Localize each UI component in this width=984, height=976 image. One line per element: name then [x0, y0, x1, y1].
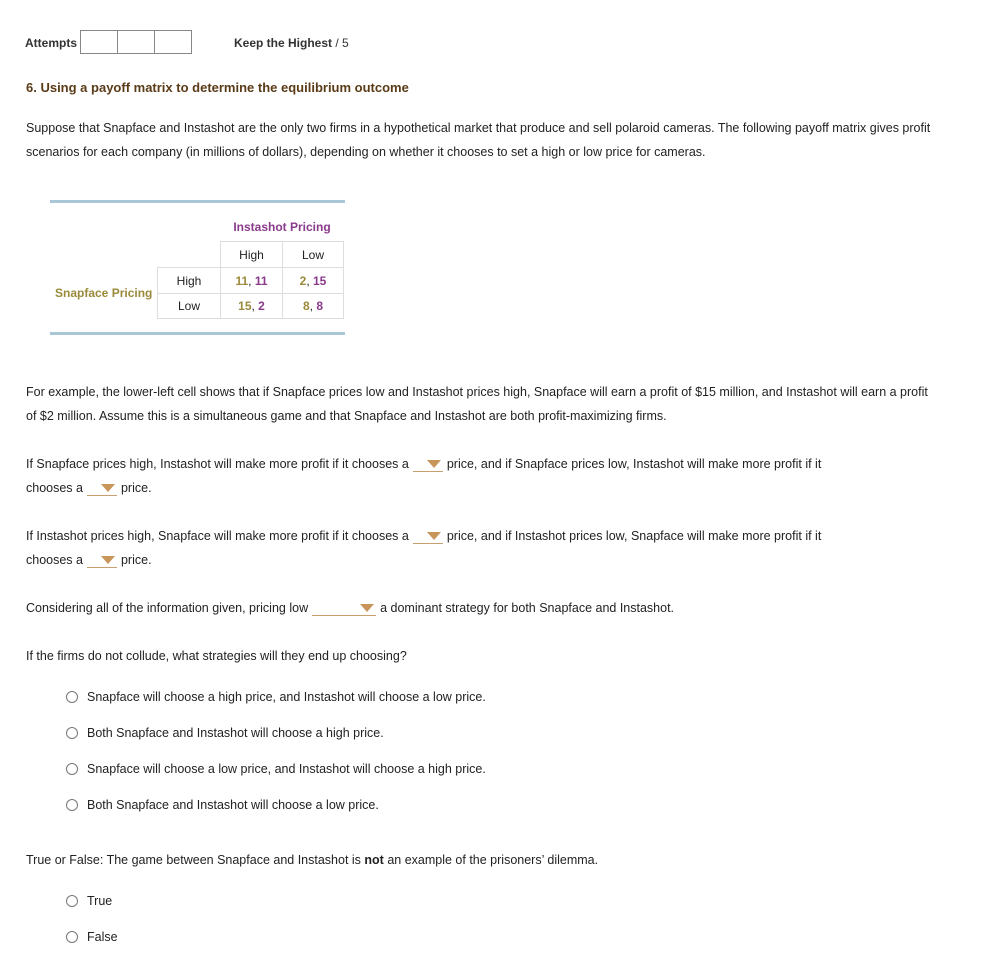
q5-option-false[interactable]: False: [66, 930, 118, 944]
radio-button[interactable]: [66, 727, 78, 739]
payoff-cell-low-high: 15 , 2: [220, 293, 283, 319]
col-player-label: Instashot Pricing: [233, 220, 331, 234]
q2-dropdown-1[interactable]: [413, 529, 443, 544]
q2-text: If Instashot prices high, Snapface will make more profit if it chooses a price, and if Instashot prices low, Snapface will make more profit if it chooses a price.: [26, 529, 822, 567]
radio-button[interactable]: [66, 799, 78, 811]
question-title: 6. Using a payoff matrix to determine the equilibrium outcome: [26, 80, 409, 95]
attempt-box: [117, 30, 155, 54]
payoff-cell-high-high: 11 , 11: [220, 267, 283, 294]
q2-dropdown-2[interactable]: [87, 553, 117, 568]
q4-option-1[interactable]: Snapface will choose a high price, and Instashot will choose a low price.: [66, 690, 486, 704]
chevron-down-icon: [101, 556, 115, 564]
payoff-cell-high-low: 2 , 15: [282, 267, 344, 294]
attempts-label: Attempts: [25, 36, 78, 50]
payoff-cell-low-low: 8 , 8: [282, 293, 344, 319]
q1-dropdown-2[interactable]: [87, 481, 117, 496]
q1-text: If Snapface prices high, Instashot will make more profit if it chooses a price, and if Snapface prices low, Instashot will make more profit if it chooses a price.: [26, 457, 822, 495]
row-label-high: High: [157, 267, 221, 294]
q4-option-2[interactable]: Both Snapface and Instashot will choose a high price.: [66, 726, 384, 740]
chevron-down-icon: [360, 604, 374, 612]
row-player-label: Snapface Pricing: [55, 286, 153, 300]
q5-prompt: True or False: The game between Snapface and Instashot is not an example of the prisoners’ dilemma.: [26, 853, 599, 867]
chevron-down-icon: [427, 460, 441, 468]
intro-paragraph: Suppose that Snapface and Instashot are the only two firms in a hypothetical market that produce and sell polaroid cameras. The following payoff matrix gives profit scenarios for each company (in millions of dollars), depending on whether it chooses to set a high or low price for cameras.: [26, 121, 931, 159]
keep-highest-label: Keep the Highest / 5: [234, 36, 349, 50]
q4-option-3[interactable]: Snapface will choose a low price, and Instashot will choose a high price.: [66, 762, 486, 776]
q3-text: Considering all of the information given, pricing low a dominant strategy for both Snapface and Instashot.: [26, 601, 675, 615]
chevron-down-icon: [427, 532, 441, 540]
q4-option-4[interactable]: Both Snapface and Instashot will choose a low price.: [66, 798, 379, 812]
radio-button[interactable]: [66, 931, 78, 943]
chevron-down-icon: [101, 484, 115, 492]
q3-dropdown[interactable]: [312, 601, 376, 616]
col-label-high: High: [220, 241, 283, 268]
radio-button[interactable]: [66, 895, 78, 907]
radio-button[interactable]: [66, 763, 78, 775]
q1-dropdown-1[interactable]: [413, 457, 443, 472]
attempt-box: [80, 30, 118, 54]
q5-option-true[interactable]: True: [66, 894, 112, 908]
attempt-boxes: [80, 30, 191, 54]
row-label-low: Low: [157, 293, 221, 319]
matrix-top-rule: [50, 200, 345, 203]
matrix-bottom-rule: [50, 332, 345, 335]
example-paragraph: For example, the lower-left cell shows that if Snapface prices low and Instashot prices high, Snapface will earn a profit of $15 million, and Instashot will earn a profit of $2 million. Assume this is a simultaneous game and that Snapface and Instashot are both profit-maximizing firms.: [26, 385, 928, 423]
radio-button[interactable]: [66, 691, 78, 703]
attempt-box: [154, 30, 192, 54]
q4-prompt: If the firms do not collude, what strategies will they end up choosing?: [26, 649, 407, 663]
col-label-low: Low: [282, 241, 344, 268]
